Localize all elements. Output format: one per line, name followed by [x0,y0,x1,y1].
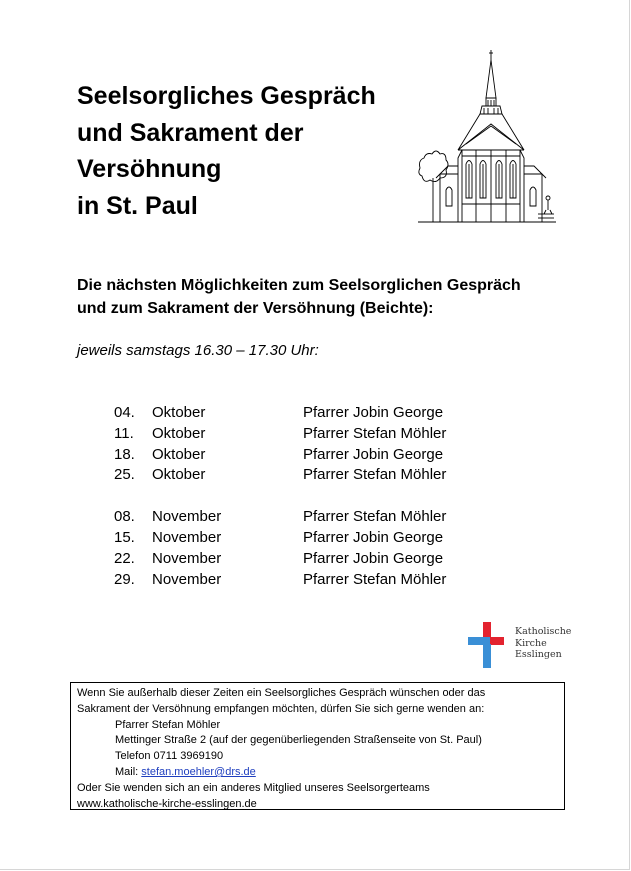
cross-logo-icon [468,622,512,670]
logo-text-line: Katholische [515,626,572,637]
schedule-priest: Pfarrer Stefan Möhler [303,424,447,442]
schedule-month: November [152,570,222,588]
contact-phone: Telefon 0711 3969190 [115,750,224,763]
schedule-day: 22. [114,549,135,567]
logo [468,622,572,670]
email-link[interactable]: stefan.moehler@drs.de [141,765,256,778]
logo-text [515,626,571,661]
schedule-month: Oktober [152,466,206,484]
title-line: Versöhnung [77,155,222,183]
mail-label: Mail: [115,765,142,778]
logo-text-line: Kirche [515,637,547,649]
title-line: in St. Paul [77,191,198,220]
contact-name: Pfarrer Stefan Möhler [115,718,221,731]
subtitle-line: Die nächsten Möglichkeiten zum Seelsorglichen Gespräch [77,277,521,294]
schedule-priest: Pfarrer Stefan Möhler [303,570,447,588]
time-note: jeweils samstags 16.30 – 17.30 Uhr: [77,342,319,359]
schedule-month: November [152,528,222,546]
schedule-month: Oktober [152,445,206,463]
info-line: Oder Sie wenden sich an ein anderes Mitglied unseres Seelsorgerteams [77,781,430,794]
schedule-day: 29. [114,570,135,588]
schedule-day: 04. [114,404,135,421]
contact-address: Mettinger Straße 2 (auf der gegenüberliegenden Straßenseite von St. Paul) [115,734,482,747]
schedule-day: 08. [114,508,135,526]
schedule-priest: Pfarrer Jobin George [303,445,444,463]
title-line: und Sakrament der [77,118,304,147]
schedule-priest: Pfarrer Jobin George [303,404,444,421]
info-line: Wenn Sie außerhalb dieser Zeiten ein Seelsorgliches Gespräch wünschen oder das [77,687,486,699]
schedule-priest: Pfarrer Jobin George [303,528,444,546]
schedule-month: November [152,549,222,567]
schedule-priest: Pfarrer Jobin George [303,549,444,567]
page-title [77,78,407,224]
website-text: www.katholische-kirche-esslingen.de [77,797,257,810]
schedule-day: 15. [114,528,135,546]
schedule-month: November [152,508,222,526]
schedule-priest: Pfarrer Stefan Möhler [303,466,447,484]
church-illustration-icon [418,48,556,226]
schedule-day: 11. [114,424,134,442]
info-line: Sakrament der Versöhnung empfangen möchten, dürfen Sie sich gerne wenden an: [77,702,485,715]
schedule-day: 25. [114,466,135,484]
logo-text-line: Esslingen [515,649,562,660]
schedule-month: Oktober [152,404,206,421]
section-heading [77,274,557,320]
contact-info-box [70,682,565,810]
schedule-day: 18. [114,445,135,463]
schedule-month: Oktober [152,424,206,442]
subtitle-line: und zum Sakrament der Versöhnung (Beichte): [77,300,434,317]
schedule-priest: Pfarrer Stefan Möhler [303,508,447,526]
title-line: Seelsorgliches Gespräch [77,82,376,110]
contact-mail-row [77,765,558,781]
